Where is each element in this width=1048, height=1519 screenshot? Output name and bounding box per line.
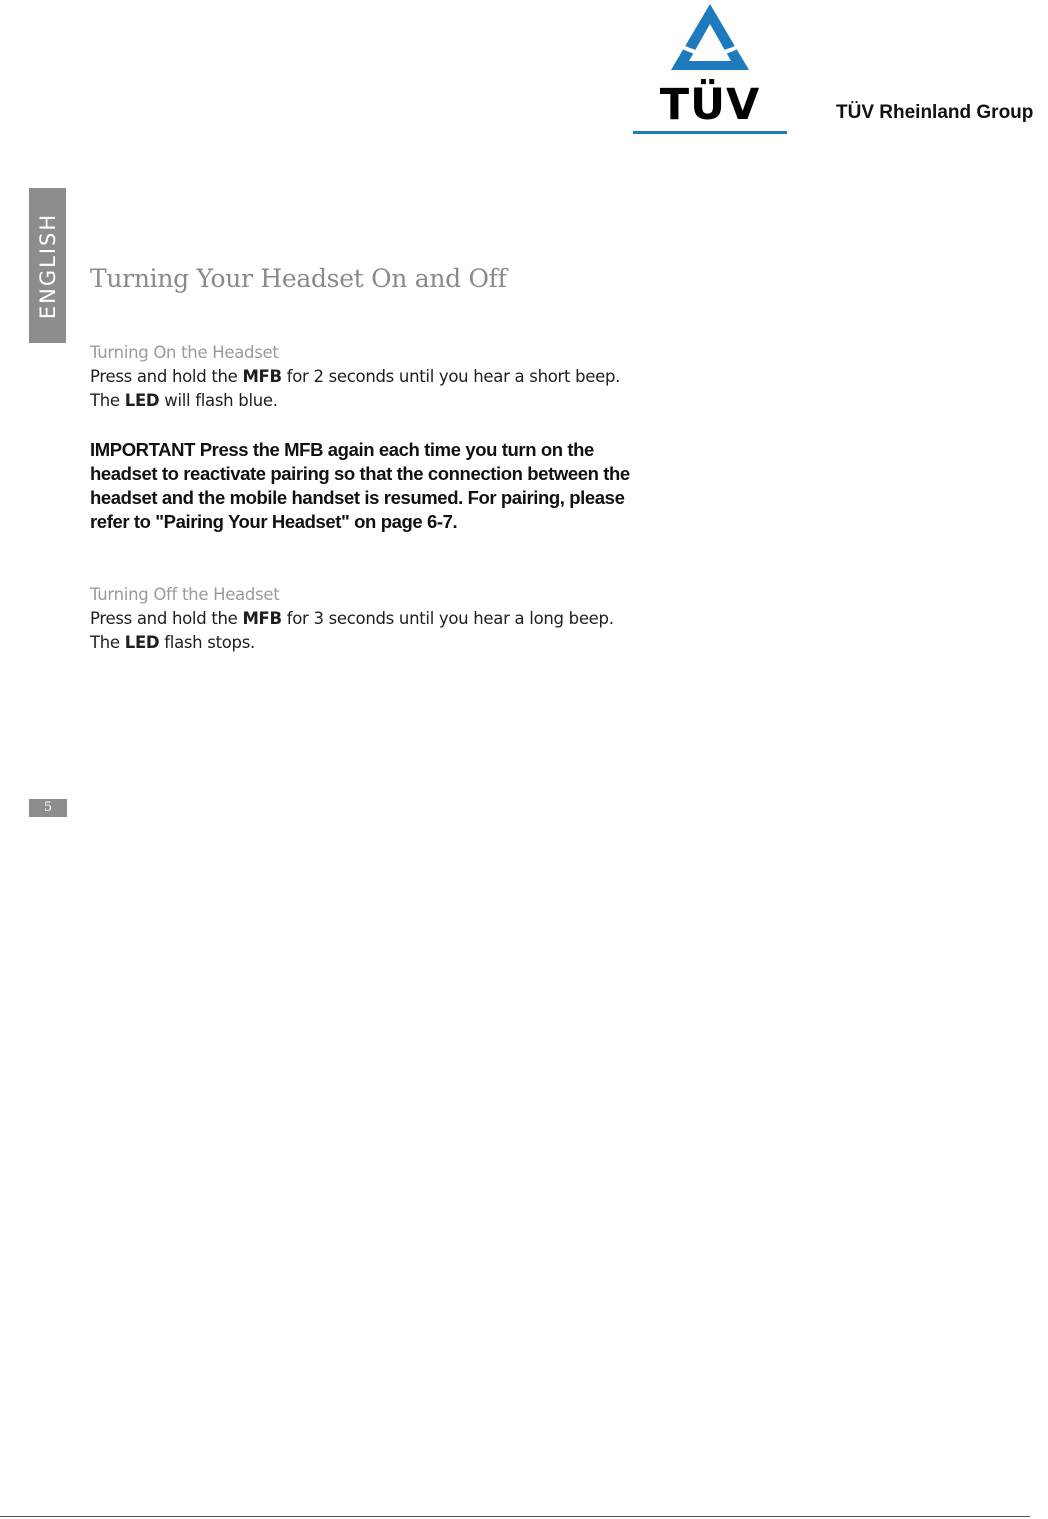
logo-wordmark: TÜV (659, 80, 761, 130)
group-name: TÜV Rheinland Group (836, 102, 1034, 123)
language-tab (29, 188, 66, 343)
section-heading-off: Turning Off the Headset (90, 585, 280, 604)
important-note-line-3: headset and the mobile handset is resumed. For pairing, please (90, 487, 625, 508)
on-instruction-line-1: Press and hold the MFB for 2 seconds until you hear a short beep. (90, 367, 621, 386)
page-number: 5 (29, 799, 67, 817)
on-instruction-line-2: The LED will flash blue. (90, 391, 278, 410)
triangle-logo-icon (633, 0, 787, 80)
important-note-line-4: refer to "Pairing Your Headset" on page 6-7. (90, 511, 458, 532)
bottom-divider (0, 1516, 1030, 1517)
tuv-logo (633, 0, 787, 136)
section-heading-on: Turning On the Headset (90, 343, 279, 362)
important-note-line-2: headset to reactivate pairing so that the connection between the (90, 463, 630, 484)
off-instruction-line-2: The LED flash stops. (90, 633, 255, 652)
off-instruction-line-1: Press and hold the MFB for 3 seconds until you hear a long beep. (90, 609, 614, 628)
important-note-line-1: IMPORTANT Press the MFB again each time you turn on the (90, 439, 594, 460)
page-title: Turning Your Headset On and Off (90, 264, 507, 293)
logo-underline (633, 131, 787, 134)
language-label: ENGLISH (35, 212, 60, 319)
